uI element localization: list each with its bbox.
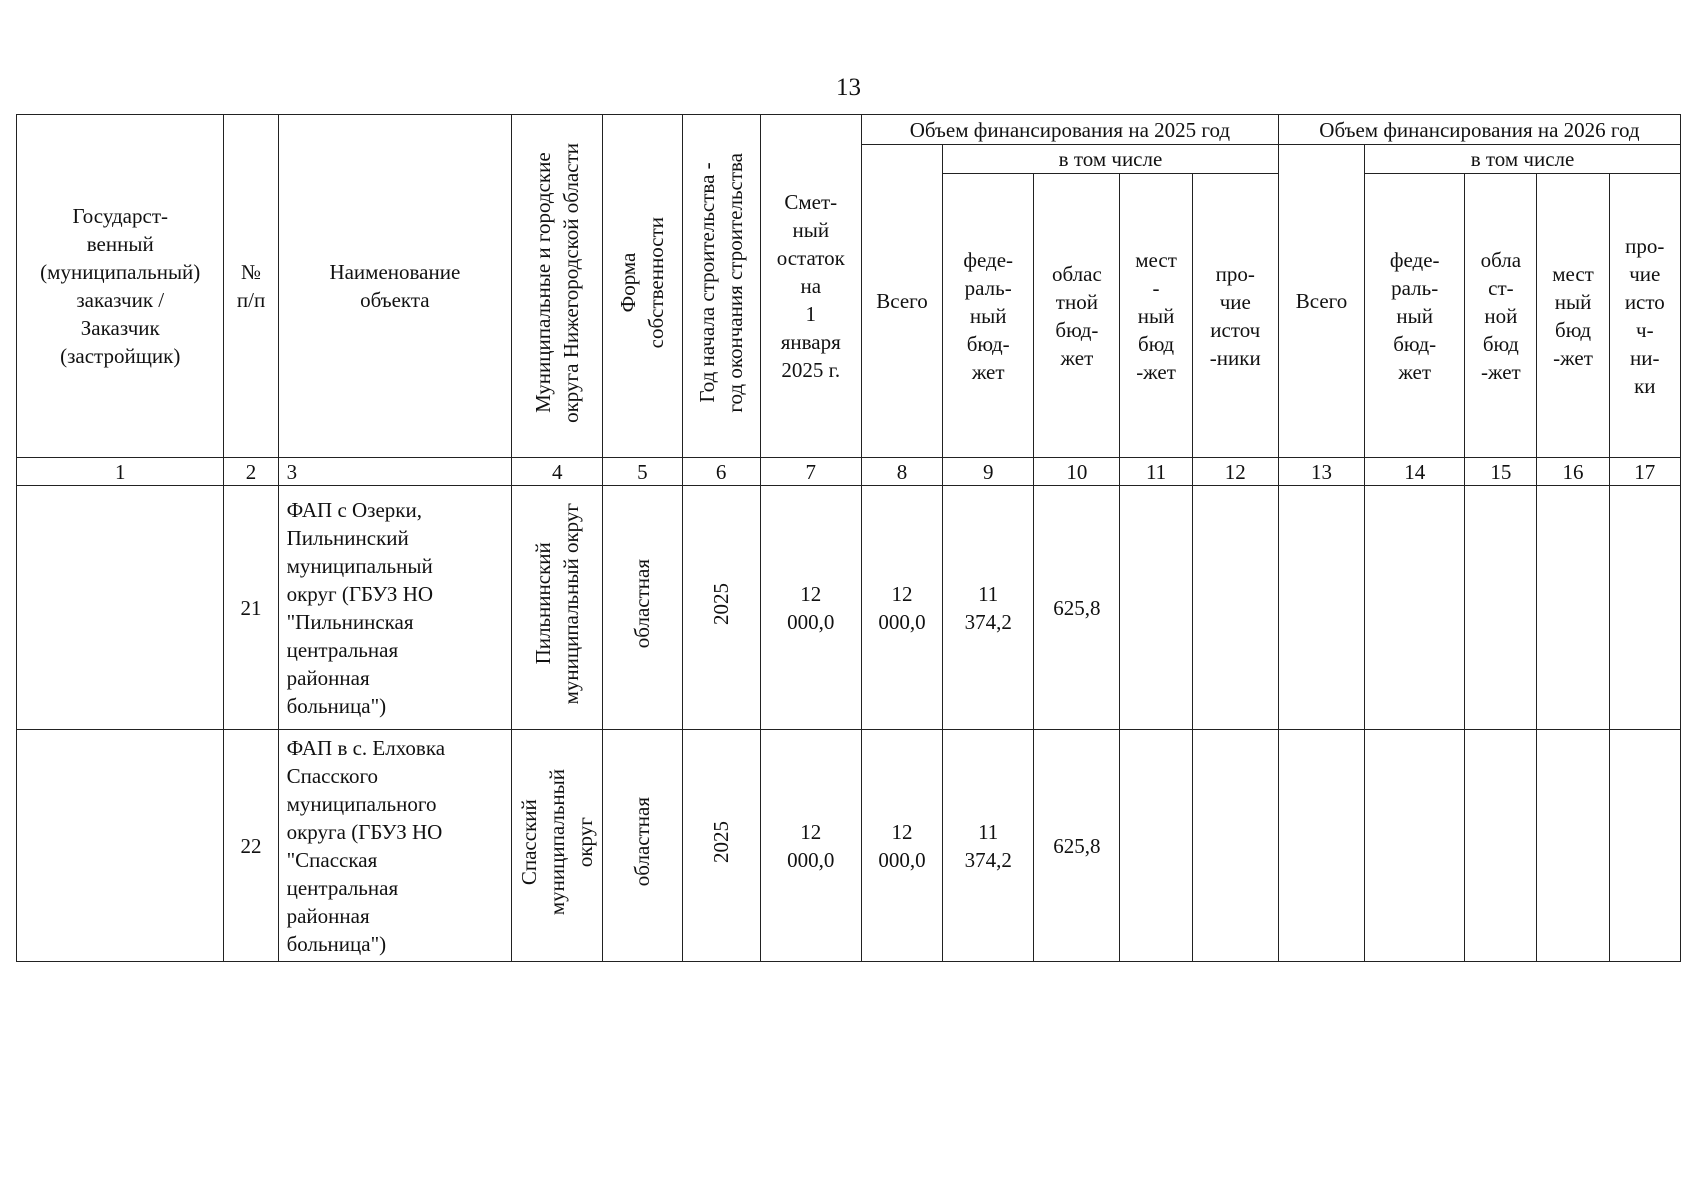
header-name: Наименование объекта <box>278 115 512 458</box>
column-number: 11 <box>1120 458 1192 486</box>
cell-total-2026 <box>1278 730 1364 962</box>
cell-object-name: ФАП в с. Елховка Спасского муниципального округа (ГБУЗ НО "Спасская центральная районная больница") <box>278 730 512 962</box>
table-row <box>17 730 1681 962</box>
column-number: 7 <box>760 458 861 486</box>
header-years: Год начала строительства - год окончания строительства <box>682 115 760 458</box>
column-number: 15 <box>1465 458 1537 486</box>
column-number: 10 <box>1034 458 1120 486</box>
header-total-2026: Всего <box>1278 145 1364 458</box>
header-customer: Государст- венный (муниципальный) заказчик / Заказчик (застройщик) <box>17 115 224 458</box>
cell-regional-2025: 625,8 <box>1034 730 1120 962</box>
header-regional-2026: обла ст- ной бюд -жет <box>1465 174 1537 458</box>
column-number: 5 <box>603 458 682 486</box>
cell-local-2025 <box>1120 486 1192 730</box>
header-regional-2025: облас тной бюд- жет <box>1034 174 1120 458</box>
cell-total-2026 <box>1278 486 1364 730</box>
header-balance: Смет- ный остаток на 1 января 2025 г. <box>760 115 861 458</box>
column-number-row <box>17 458 1681 486</box>
investment-table <box>16 114 1681 962</box>
column-number: 17 <box>1609 458 1680 486</box>
column-number: 14 <box>1365 458 1465 486</box>
header-ownership: Форма собственности <box>603 115 682 458</box>
column-number: 6 <box>682 458 760 486</box>
header-fin-2025: Объем финансирования на 2025 год <box>861 115 1278 145</box>
cell-num: 22 <box>224 730 278 962</box>
cell-other-2025 <box>1192 730 1278 962</box>
cell-local-2026 <box>1537 730 1609 962</box>
header-other-2025: про- чие источ -ники <box>1192 174 1278 458</box>
header-federal-2026: феде- раль- ный бюд- жет <box>1365 174 1465 458</box>
cell-federal-2025: 11 374,2 <box>943 730 1034 962</box>
cell-other-2025 <box>1192 486 1278 730</box>
cell-object-name: ФАП с Озерки, Пильнинский муниципальный округ (ГБУЗ НО "Пильнинская центральная районная больница") <box>278 486 512 730</box>
cell-num: 21 <box>224 486 278 730</box>
column-number: 8 <box>861 458 942 486</box>
cell-other-2026 <box>1609 486 1680 730</box>
column-number: 9 <box>943 458 1034 486</box>
table-row <box>17 486 1681 730</box>
header-total-2025: Всего <box>861 145 942 458</box>
column-number: 3 <box>278 458 512 486</box>
column-number: 12 <box>1192 458 1278 486</box>
column-number: 16 <box>1537 458 1609 486</box>
cell-ownership: областная <box>603 730 682 962</box>
header-including-2025: в том числе <box>943 145 1279 174</box>
cell-federal-2025: 11 374,2 <box>943 486 1034 730</box>
cell-local-2025 <box>1120 730 1192 962</box>
cell-federal-2026 <box>1365 486 1465 730</box>
cell-ownership: областная <box>603 486 682 730</box>
cell-federal-2026 <box>1365 730 1465 962</box>
cell-municipality: Спасский муниципальный округ <box>512 730 603 962</box>
column-number: 1 <box>17 458 224 486</box>
header-federal-2025: феде- раль- ный бюд- жет <box>943 174 1034 458</box>
cell-total-2025: 12 000,0 <box>861 486 942 730</box>
cell-years: 2025 <box>682 730 760 962</box>
column-number: 13 <box>1278 458 1364 486</box>
cell-regional-2026 <box>1465 730 1537 962</box>
header-including-2026: в том числе <box>1365 145 1681 174</box>
column-number: 4 <box>512 458 603 486</box>
cell-total-2025: 12 000,0 <box>861 730 942 962</box>
cell-customer <box>17 486 224 730</box>
header-num: № п/п <box>224 115 278 458</box>
cell-balance: 12 000,0 <box>760 730 861 962</box>
header-fin-2026: Объем финансирования на 2026 год <box>1278 115 1680 145</box>
cell-local-2026 <box>1537 486 1609 730</box>
page-number: 13 <box>836 74 861 101</box>
cell-regional-2025: 625,8 <box>1034 486 1120 730</box>
cell-years: 2025 <box>682 486 760 730</box>
cell-municipality: Пильнинский муниципальный округ <box>512 486 603 730</box>
column-number: 2 <box>224 458 278 486</box>
cell-customer <box>17 730 224 962</box>
cell-balance: 12 000,0 <box>760 486 861 730</box>
header-local-2025: мест - ный бюд -жет <box>1120 174 1192 458</box>
cell-other-2026 <box>1609 730 1680 962</box>
header-other-2026: про- чие исто ч- ни- ки <box>1609 174 1680 458</box>
cell-regional-2026 <box>1465 486 1537 730</box>
header-local-2026: мест ный бюд -жет <box>1537 174 1609 458</box>
header-municipality: Муниципальные и городские округа Нижегородской области <box>512 115 603 458</box>
header-row-1 <box>17 115 1681 145</box>
